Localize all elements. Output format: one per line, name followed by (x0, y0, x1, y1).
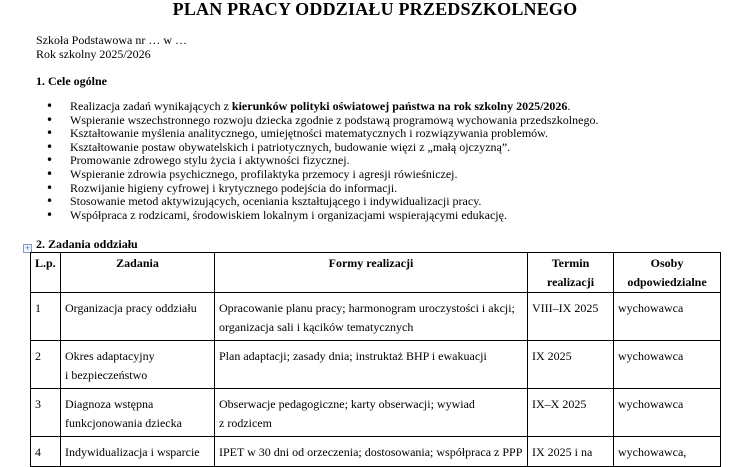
cell-formy: Plan adaptacji; zasady dnia; instruktaż BHP i ewakuacji (215, 341, 528, 389)
cell-zadanie: Organizacja pracy oddziału (61, 293, 215, 341)
goal-item: • Wspieranie zdrowia psychicznego, profilaktyka przemocy i agresji rówieśniczej. (46, 168, 598, 182)
goal-item: • Kształtowanie myślenia analitycznego, umiejętności matematycznych i rozwiązywania problemów. (46, 127, 598, 141)
cell-lp: 4 (31, 437, 61, 467)
cell-lp: 2 (31, 341, 61, 389)
goal-item: • Kształtowanie postaw obywatelskich i patriotycznych, budowanie więzi z „małą ojczyzną”. (46, 141, 598, 155)
header-lp: L.p. (31, 253, 61, 293)
cell-osoby: wychowawca (614, 293, 721, 341)
goal-item: • Stosowanie metod aktywizujących, oceniania kształtującego i indywidualizacji pracy. (46, 195, 598, 209)
cell-zadanie: Indywidualizacja i wsparcie (61, 437, 215, 467)
tasks-table (30, 252, 721, 467)
school-line: Szkoła Podstawowa nr … w … (36, 33, 187, 47)
school-year-line: Rok szkolny 2025/2026 (36, 47, 151, 61)
table-move-handle-icon[interactable]: + (24, 244, 31, 252)
cell-formy: IPET w 30 dni od orzeczenia; dostosowania; współpraca z PPP (215, 437, 528, 467)
tasks-heading: 2. Zadania oddziału (36, 237, 138, 251)
header-osoby: Osoby odpowiedzialne (614, 253, 721, 293)
goal-item: • Wspieranie wszechstronnego rozwoju dziecka zgodnie z podstawą programową wychowania przedszkolnego. (46, 114, 598, 128)
goal-item: • Realizacja zadań wynikających z kierunków polityki oświatowej państwa na rok szkolny 2025/2026. (46, 100, 598, 114)
header-zadania: Zadania (61, 253, 215, 293)
goal-item: • Współpraca z rodzicami, środowiskiem lokalnym i organizacjami wspierającymi edukację. (46, 209, 598, 223)
cell-zadanie: Okres adaptacyjny i bezpieczeństwo (61, 341, 215, 389)
table-row (31, 389, 721, 437)
goals-list (46, 100, 598, 222)
table-row (31, 437, 721, 467)
cell-lp: 1 (31, 293, 61, 341)
cell-termin: IX 2025 (528, 341, 614, 389)
table-header-row (31, 253, 721, 293)
table-row (31, 293, 721, 341)
cell-termin: IX 2025 i na (528, 437, 614, 467)
cell-formy: Obserwacje pedagogiczne; karty obserwacji; wywiad z rodzicem (215, 389, 528, 437)
goals-heading: 1. Cele ogólne (36, 74, 107, 88)
cell-zadanie: Diagnoza wstępna funkcjonowania dziecka (61, 389, 215, 437)
header-formy: Formy realizacji (215, 253, 528, 293)
goal-item: • Rozwijanie higieny cyfrowej i krytycznego podejścia do informacji. (46, 182, 598, 196)
document-title: PLAN PRACY ODDZIAŁU PRZEDSZKOLNEGO (172, 0, 578, 19)
cell-osoby: wychowawca (614, 341, 721, 389)
cell-osoby: wychowawca, (614, 437, 721, 467)
header-termin: Termin realizacji (528, 253, 614, 293)
cell-termin: VIII–IX 2025 (528, 293, 614, 341)
cell-formy: Opracowanie planu pracy; harmonogram uroczystości i akcji; organizacja sali i kącików tematycznych (215, 293, 528, 341)
cell-termin: IX–X 2025 (528, 389, 614, 437)
cell-osoby: wychowawca (614, 389, 721, 437)
cell-lp: 3 (31, 389, 61, 437)
table-row (31, 341, 721, 389)
goal-item: • Promowanie zdrowego stylu życia i aktywności fizycznej. (46, 154, 598, 168)
